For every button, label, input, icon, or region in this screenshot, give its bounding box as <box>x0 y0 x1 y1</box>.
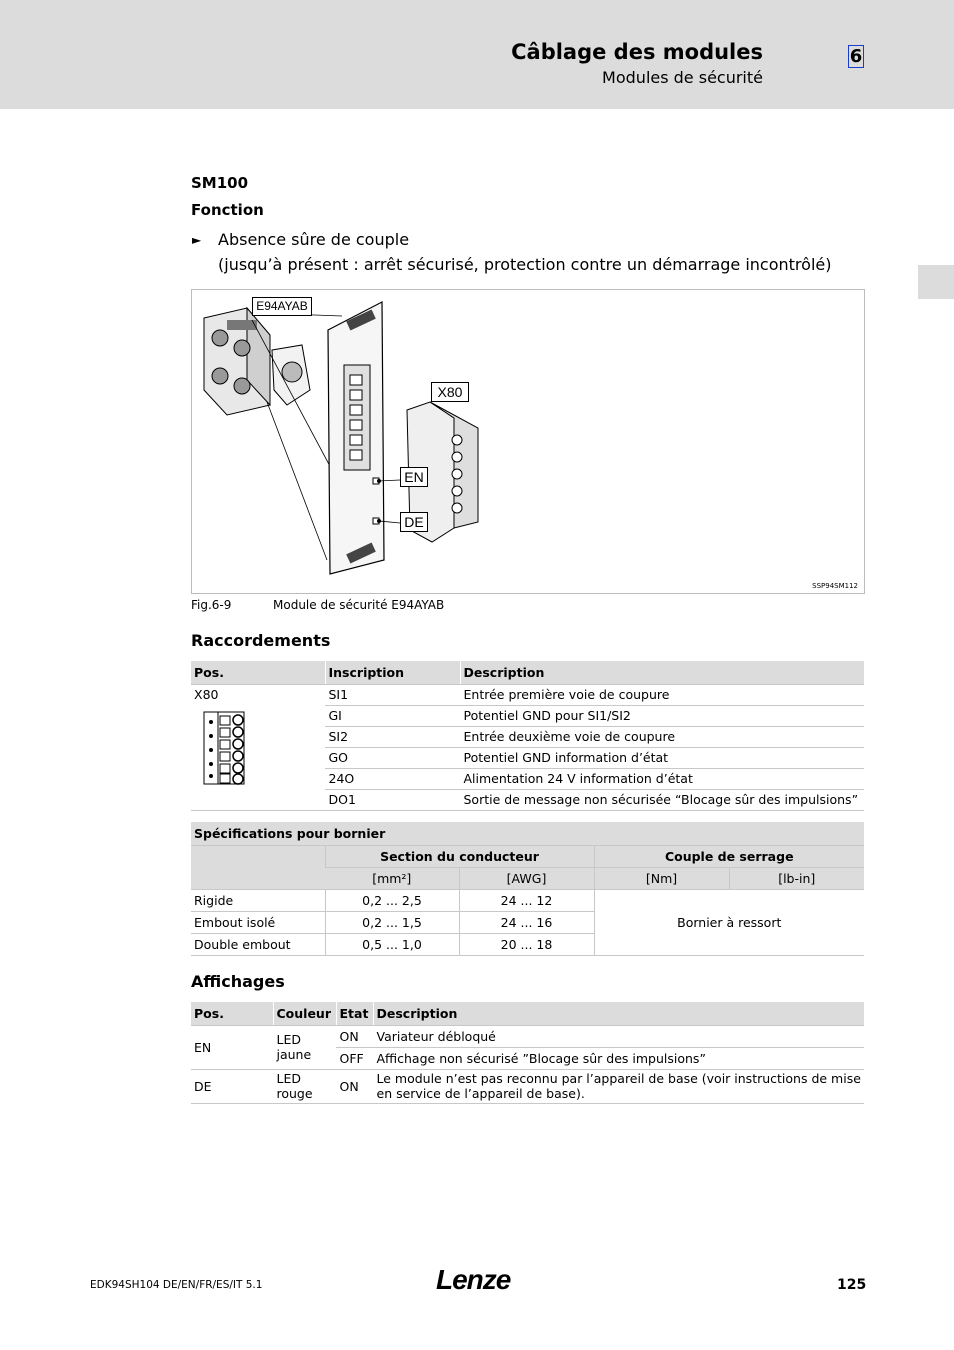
lenze-logo: Lenze <box>436 1264 511 1295</box>
connections-heading: Raccordements <box>191 631 331 650</box>
awg-value: 24 ... 16 <box>459 911 594 933</box>
en-desc-on: Variateur débloqué <box>373 1025 864 1047</box>
chapter-tab-marker <box>918 265 954 299</box>
module-illustration <box>192 290 864 593</box>
led-de-callout: DE <box>400 512 428 532</box>
de-pos: DE <box>191 1069 273 1103</box>
description-cell: Alimentation 24 V information d’état <box>460 768 864 789</box>
col-description: Description <box>373 1002 864 1025</box>
specs-corner <box>191 845 325 889</box>
conductor-type: Rigide <box>191 889 325 911</box>
displays-heading: Affichages <box>191 972 285 991</box>
conductor-type: Double embout <box>191 933 325 955</box>
module-heading: SM100 <box>191 174 249 192</box>
table-row <box>191 889 864 911</box>
table-row <box>191 1069 864 1103</box>
mm2-value: 0,2 ... 2,5 <box>325 889 459 911</box>
inscription-cell: SI2 <box>325 726 460 747</box>
specs-title: Spécifications pour bornier <box>191 822 864 845</box>
inscription-cell: GO <box>325 747 460 768</box>
unit-mm2: [mm²] <box>325 867 459 889</box>
terminal-icon <box>202 710 248 788</box>
inscription-cell: SI1 <box>325 684 460 705</box>
bullet-arrow-icon: ► <box>192 233 202 247</box>
page-header <box>0 0 954 109</box>
en-color: LED jaune <box>273 1025 336 1069</box>
table-row <box>191 684 864 705</box>
function-heading: Fonction <box>191 201 264 219</box>
inscription-cell: 24O <box>325 768 460 789</box>
description-cell: Potentiel GND information d’état <box>460 747 864 768</box>
col-state: Etat <box>336 1002 373 1025</box>
module-callout: E94AYAB <box>252 297 312 316</box>
specs-table <box>191 822 864 956</box>
chapter-number[interactable]: 6 <box>849 46 863 67</box>
de-color: LED rouge <box>273 1069 336 1103</box>
function-bullet-line2: (jusqu’à présent : arrêt sécurisé, protection contre un démarrage incontrôlé) <box>218 255 832 274</box>
description-cell: Entrée première voie de coupure <box>460 684 864 705</box>
displays-table <box>191 1002 864 1104</box>
en-desc-off: Affichage non sécurisé ”Blocage sûr des impulsions” <box>373 1047 864 1069</box>
connector-callout: X80 <box>431 382 469 402</box>
chapter-subtitle: Modules de sécurité <box>602 68 763 87</box>
en-pos: EN <box>191 1025 273 1069</box>
mm2-value: 0,5 ... 1,0 <box>325 933 459 955</box>
table-row <box>191 1025 864 1047</box>
description-cell: Sortie de message non sécurisée “Blocage sûr des impulsions” <box>460 789 864 810</box>
col-pos: Pos. <box>191 661 325 684</box>
col-pos: Pos. <box>191 1002 273 1025</box>
description-cell: Potentiel GND pour SI1/SI2 <box>460 705 864 726</box>
figure-code: SSP94SM112 <box>812 582 858 590</box>
unit-nm: [Nm] <box>594 867 729 889</box>
function-bullet-line1: Absence sûre de couple <box>218 230 410 249</box>
inscription-cell: DO1 <box>325 789 460 810</box>
led-en-callout: EN <box>400 467 428 487</box>
chapter-title: Câblage des modules <box>511 40 763 64</box>
col-color: Couleur <box>273 1002 336 1025</box>
section-header: Section du conducteur <box>325 845 594 867</box>
awg-value: 20 ... 18 <box>459 933 594 955</box>
pos-cell <box>191 684 325 810</box>
inscription-cell: GI <box>325 705 460 726</box>
connections-table <box>191 661 864 811</box>
pos-x80: X80 <box>194 686 219 702</box>
en-state-off: OFF <box>336 1047 373 1069</box>
awg-value: 24 ... 12 <box>459 889 594 911</box>
page-number: 125 <box>837 1277 867 1293</box>
unit-awg: [AWG] <box>459 867 594 889</box>
de-desc: Le module n’est pas reconnu par l’appareil de base (voir instructions de mise en service de l’appareil de base). <box>373 1069 864 1103</box>
description-cell: Entrée deuxième voie de coupure <box>460 726 864 747</box>
en-state-on: ON <box>336 1025 373 1047</box>
module-figure <box>191 289 865 594</box>
mm2-value: 0,2 ... 1,5 <box>325 911 459 933</box>
document-id: EDK94SH104 DE/EN/FR/ES/IT 5.1 <box>90 1279 263 1291</box>
couple-header: Couple de serrage <box>594 845 864 867</box>
unit-lbin: [lb-in] <box>729 867 864 889</box>
couple-value: Bornier à ressort <box>594 889 864 955</box>
figure-caption-number: Fig.6-9 <box>191 598 232 612</box>
conductor-type: Embout isolé <box>191 911 325 933</box>
figure-caption-text: Module de sécurité E94AYAB <box>273 598 445 612</box>
col-inscription: Inscription <box>325 661 460 684</box>
de-state: ON <box>336 1069 373 1103</box>
col-description: Description <box>460 661 864 684</box>
